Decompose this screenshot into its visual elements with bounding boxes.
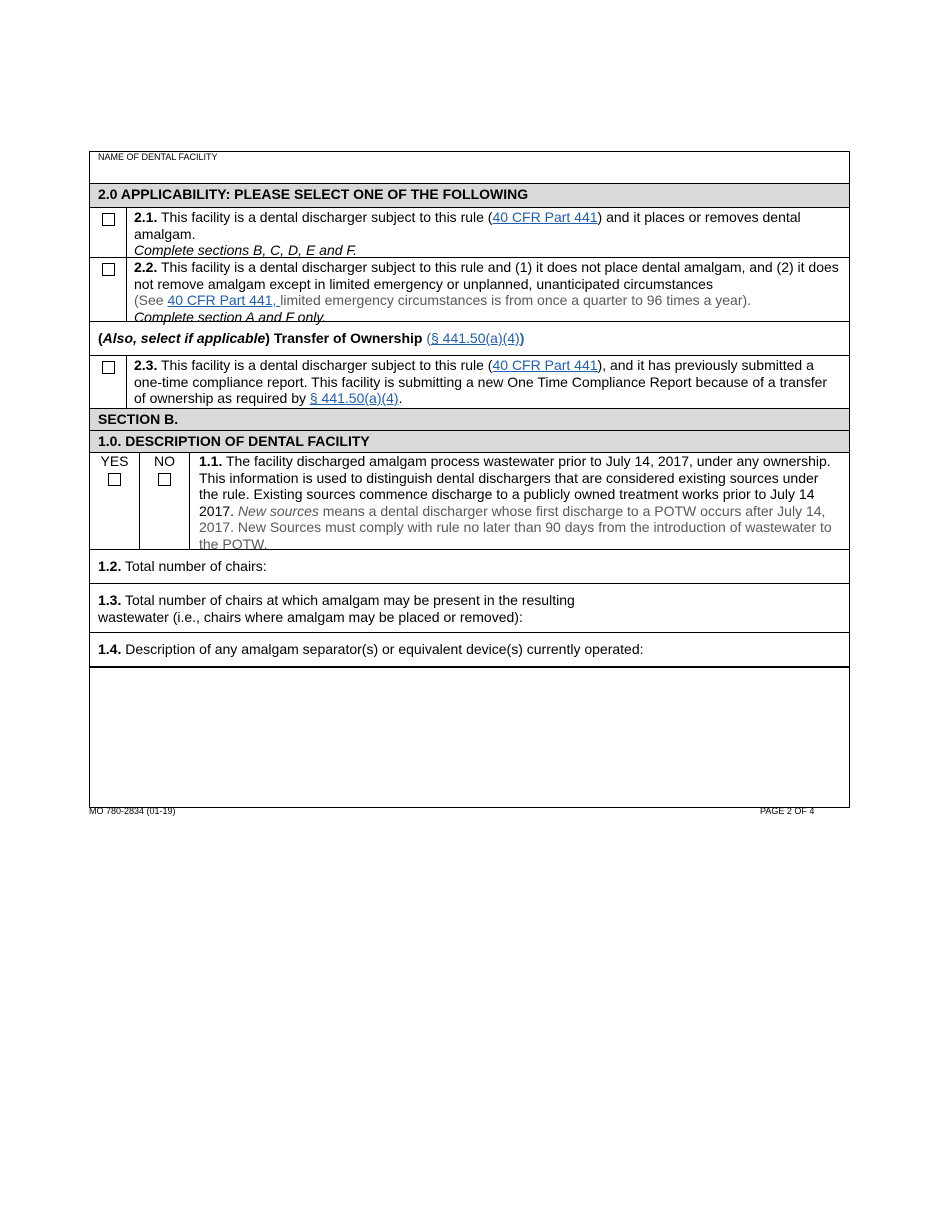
transfer-of-ownership-row	[90, 322, 849, 356]
facility-name-label: NAME OF DENTAL FACILITY	[98, 152, 218, 162]
option-2-2-text: This facility is a dental discharger subject to this rule and (1) it does not place dental amalgam, and (2) it does not remove amalgam except in limited emergency or unplanned, unanticipated circumstances	[134, 259, 839, 292]
q14-number: 1.4.	[98, 641, 122, 657]
option-2-1-note: Complete sections B, C, D, E and F.	[134, 242, 358, 258]
question-1-4	[90, 633, 849, 668]
q12-number: 1.2.	[98, 558, 122, 574]
applicability-header: 2.0 APPLICABILITY: PLEASE SELECT ONE OF THE FOLLOWING	[90, 184, 849, 208]
q13-number: 1.3.	[98, 592, 122, 608]
yes-column	[90, 453, 140, 549]
option-2-3-checkbox[interactable]	[102, 361, 115, 374]
option-2-3-text-2: ), and it has previously submitted a one-time compliance report. This facility is submitting a new One Time Compliance Report because of a transfer of ownership as required by	[134, 357, 828, 406]
option-2-2-note: Complete section A and F only.	[134, 308, 327, 325]
cfr-441-link[interactable]: 40 CFR Part 441	[492, 209, 598, 225]
option-2-2-number: 2.2.	[134, 259, 158, 275]
section-441-50-link[interactable]: § 441.50(a)(4)	[431, 330, 520, 346]
q14-text: Description of any amalgam separator(s) or equivalent device(s) currently operated:	[121, 641, 644, 657]
question-1-2[interactable]	[90, 550, 849, 584]
form-page-2	[89, 151, 850, 808]
q12-text: Total number of chairs:	[121, 558, 267, 574]
question-1-3[interactable]	[90, 584, 849, 633]
option-2-1	[90, 208, 849, 258]
transfer-label: ) Transfer of Ownership	[265, 330, 423, 346]
yes-label: YES	[100, 453, 129, 469]
separator-description-area[interactable]	[90, 668, 849, 807]
option-2-2	[90, 258, 849, 325]
option-2-2-checkbox[interactable]	[102, 263, 115, 276]
question-1-1	[90, 453, 849, 550]
q11-number: 1.1.	[199, 453, 223, 469]
facility-name-field[interactable]	[90, 152, 849, 184]
option-2-1-text: This facility is a dental discharger subject to this rule (	[157, 209, 493, 225]
section-b-header: SECTION B.	[90, 409, 849, 431]
also-select-label: Also, select if applicable	[102, 330, 266, 346]
cfr-441-link-3[interactable]: 40 CFR Part 441	[492, 357, 598, 373]
q13-text-2: wastewater (i.e., chairs where amalgam may be placed or removed):	[98, 608, 523, 625]
transfer-open-paren: (	[98, 330, 103, 346]
q11-yes-checkbox[interactable]	[108, 473, 121, 486]
option-2-3-text: This facility is a dental discharger subject to this rule (	[157, 357, 493, 373]
no-label: NO	[154, 453, 175, 469]
option-2-3	[90, 356, 849, 409]
option-2-2-limited: limited emergency circumstances is from once a quarter to 96 times a year).	[280, 292, 752, 308]
option-2-1-text-2: ) and it places or removes dental amalgam.	[134, 209, 801, 242]
option-2-3-period: .	[398, 390, 403, 406]
section-441-50-link-2[interactable]: § 441.50(a)(4)	[309, 390, 399, 406]
q11-text: The facility discharged amalgam process wastewater prior to July 14, 2017, under any ownership. This information is used to distinguish dental dischargers that are considered existing sources under the rule. Existing sources commence discharge to a publicly owned treatment works prior to July 14 2017.	[199, 453, 831, 519]
page-number: PAGE 2 OF 4	[760, 806, 815, 816]
option-2-1-checkbox[interactable]	[102, 213, 115, 226]
option-2-3-number: 2.3.	[134, 357, 158, 373]
new-sources-term: New sources	[237, 502, 319, 519]
no-column	[140, 453, 190, 549]
q13-text: Total number of chairs at which amalgam may be present in the resulting	[121, 592, 575, 608]
description-header: 1.0. DESCRIPTION OF DENTAL FACILITY	[90, 431, 849, 453]
option-2-1-number: 2.1.	[134, 209, 158, 225]
form-id: MO 780-2834 (01-19)	[89, 806, 176, 816]
option-2-2-see: (See	[134, 292, 168, 308]
q11-no-checkbox[interactable]	[158, 473, 171, 486]
transfer-paren-open: (	[422, 330, 431, 346]
transfer-paren-close: )	[519, 330, 525, 346]
cfr-441-link-2[interactable]: 40 CFR Part 441,	[167, 292, 281, 308]
new-sources-definition: means a dental discharger whose first discharge to a POTW occurs after July 14, 2017. New Sources must comply with rule no later than 90 days from the introduction of wastewater to the POTW.	[199, 502, 832, 552]
